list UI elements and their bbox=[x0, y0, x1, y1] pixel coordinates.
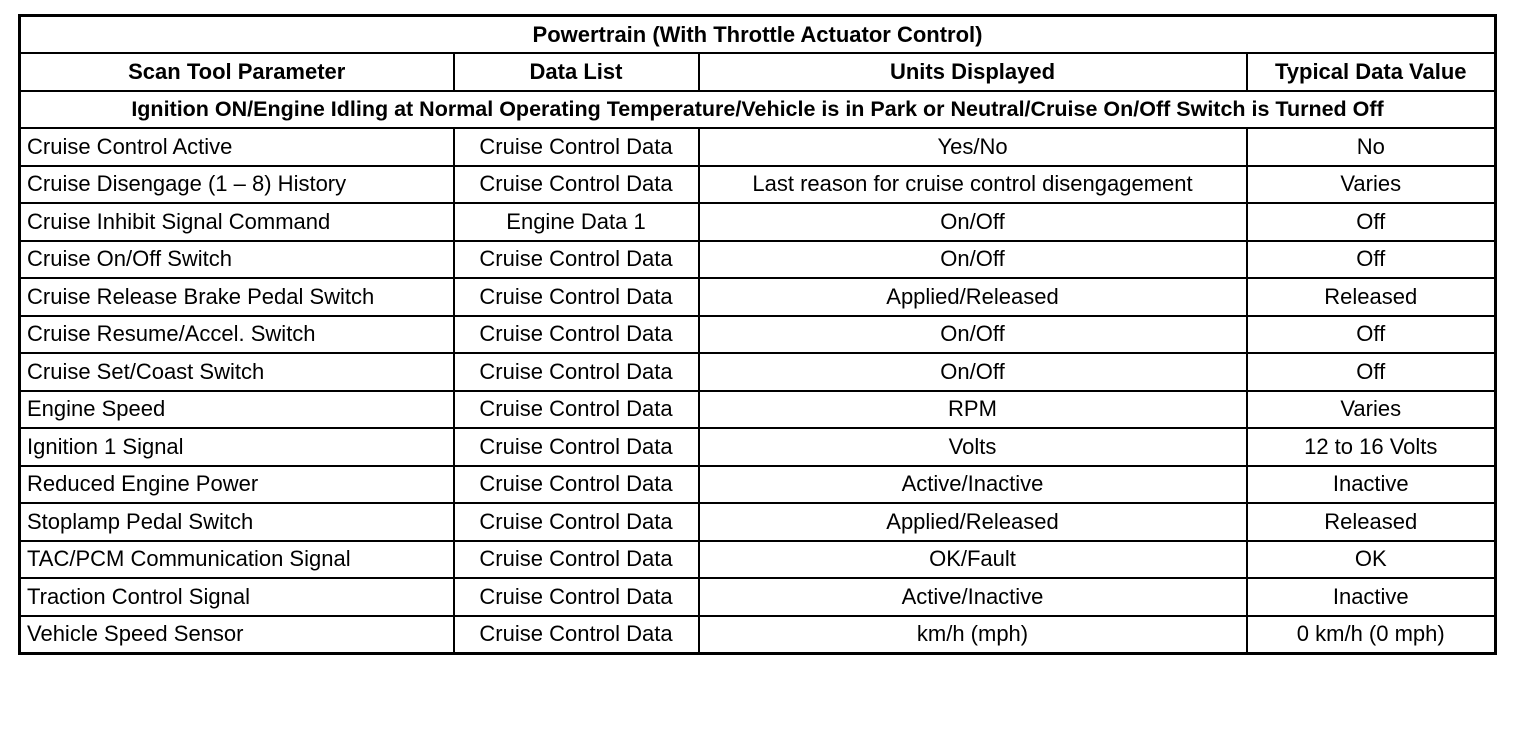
scan-tool-data-table bbox=[18, 14, 1497, 655]
cell-typical-value: Inactive bbox=[1247, 466, 1496, 504]
cell-units: km/h (mph) bbox=[699, 616, 1247, 654]
table-row bbox=[20, 128, 1496, 166]
table-row bbox=[20, 278, 1496, 316]
table-row bbox=[20, 466, 1496, 504]
cell-typical-value: 12 to 16 Volts bbox=[1247, 428, 1496, 466]
table-row bbox=[20, 391, 1496, 429]
cell-data-list: Cruise Control Data bbox=[454, 278, 699, 316]
cell-data-list: Cruise Control Data bbox=[454, 241, 699, 279]
cell-typical-value: OK bbox=[1247, 541, 1496, 579]
header-typical-data-value: Typical Data Value bbox=[1247, 53, 1496, 91]
cell-parameter: Vehicle Speed Sensor bbox=[20, 616, 454, 654]
cell-typical-value: Varies bbox=[1247, 166, 1496, 204]
table-title-row bbox=[20, 16, 1496, 54]
cell-data-list: Cruise Control Data bbox=[454, 166, 699, 204]
cell-units: Active/Inactive bbox=[699, 466, 1247, 504]
cell-typical-value: Released bbox=[1247, 503, 1496, 541]
cell-data-list: Cruise Control Data bbox=[454, 503, 699, 541]
cell-units: On/Off bbox=[699, 203, 1247, 241]
cell-units: Applied/Released bbox=[699, 278, 1247, 316]
cell-typical-value: Off bbox=[1247, 203, 1496, 241]
cell-parameter: Cruise Inhibit Signal Command bbox=[20, 203, 454, 241]
cell-units: Volts bbox=[699, 428, 1247, 466]
cell-units: Last reason for cruise control disengagement bbox=[699, 166, 1247, 204]
table-title: Powertrain (With Throttle Actuator Control) bbox=[20, 16, 1496, 54]
table-row bbox=[20, 203, 1496, 241]
cell-parameter: Engine Speed bbox=[20, 391, 454, 429]
cell-parameter: Cruise Set/Coast Switch bbox=[20, 353, 454, 391]
table-condition-row bbox=[20, 91, 1496, 129]
table-row bbox=[20, 616, 1496, 654]
table-row bbox=[20, 428, 1496, 466]
table-header-row bbox=[20, 53, 1496, 91]
cell-units: On/Off bbox=[699, 241, 1247, 279]
table-row bbox=[20, 166, 1496, 204]
cell-data-list: Cruise Control Data bbox=[454, 616, 699, 654]
cell-data-list: Cruise Control Data bbox=[454, 353, 699, 391]
cell-parameter: Cruise Resume/Accel. Switch bbox=[20, 316, 454, 354]
cell-data-list: Cruise Control Data bbox=[454, 541, 699, 579]
table-body bbox=[20, 128, 1496, 653]
table-row bbox=[20, 541, 1496, 579]
cell-data-list: Cruise Control Data bbox=[454, 466, 699, 504]
cell-typical-value: No bbox=[1247, 128, 1496, 166]
cell-typical-value: Inactive bbox=[1247, 578, 1496, 616]
cell-data-list: Cruise Control Data bbox=[454, 316, 699, 354]
header-units-displayed: Units Displayed bbox=[699, 53, 1247, 91]
table-row bbox=[20, 316, 1496, 354]
cell-units: OK/Fault bbox=[699, 541, 1247, 579]
cell-parameter: Stoplamp Pedal Switch bbox=[20, 503, 454, 541]
cell-units: RPM bbox=[699, 391, 1247, 429]
cell-data-list: Cruise Control Data bbox=[454, 428, 699, 466]
cell-typical-value: Released bbox=[1247, 278, 1496, 316]
cell-data-list: Cruise Control Data bbox=[454, 578, 699, 616]
test-condition: Ignition ON/Engine Idling at Normal Operating Temperature/Vehicle is in Park or Neutral/Cruise On/Off Switch is Turned Off bbox=[20, 91, 1496, 129]
cell-data-list: Engine Data 1 bbox=[454, 203, 699, 241]
cell-parameter: Traction Control Signal bbox=[20, 578, 454, 616]
cell-typical-value: Off bbox=[1247, 316, 1496, 354]
cell-units: Active/Inactive bbox=[699, 578, 1247, 616]
table-row bbox=[20, 578, 1496, 616]
cell-units: Applied/Released bbox=[699, 503, 1247, 541]
cell-data-list: Cruise Control Data bbox=[454, 128, 699, 166]
cell-parameter: Cruise Release Brake Pedal Switch bbox=[20, 278, 454, 316]
cell-typical-value: Off bbox=[1247, 241, 1496, 279]
cell-data-list: Cruise Control Data bbox=[454, 391, 699, 429]
header-scan-tool-parameter: Scan Tool Parameter bbox=[20, 53, 454, 91]
cell-typical-value: Off bbox=[1247, 353, 1496, 391]
cell-units: On/Off bbox=[699, 316, 1247, 354]
cell-typical-value: Varies bbox=[1247, 391, 1496, 429]
data-table-container bbox=[18, 14, 1494, 655]
cell-parameter: Reduced Engine Power bbox=[20, 466, 454, 504]
cell-parameter: TAC/PCM Communication Signal bbox=[20, 541, 454, 579]
cell-typical-value: 0 km/h (0 mph) bbox=[1247, 616, 1496, 654]
cell-parameter: Cruise Control Active bbox=[20, 128, 454, 166]
cell-parameter: Ignition 1 Signal bbox=[20, 428, 454, 466]
table-row bbox=[20, 503, 1496, 541]
table-row bbox=[20, 353, 1496, 391]
header-data-list: Data List bbox=[454, 53, 699, 91]
cell-parameter: Cruise Disengage (1 – 8) History bbox=[20, 166, 454, 204]
cell-units: On/Off bbox=[699, 353, 1247, 391]
table-row bbox=[20, 241, 1496, 279]
cell-units: Yes/No bbox=[699, 128, 1247, 166]
cell-parameter: Cruise On/Off Switch bbox=[20, 241, 454, 279]
